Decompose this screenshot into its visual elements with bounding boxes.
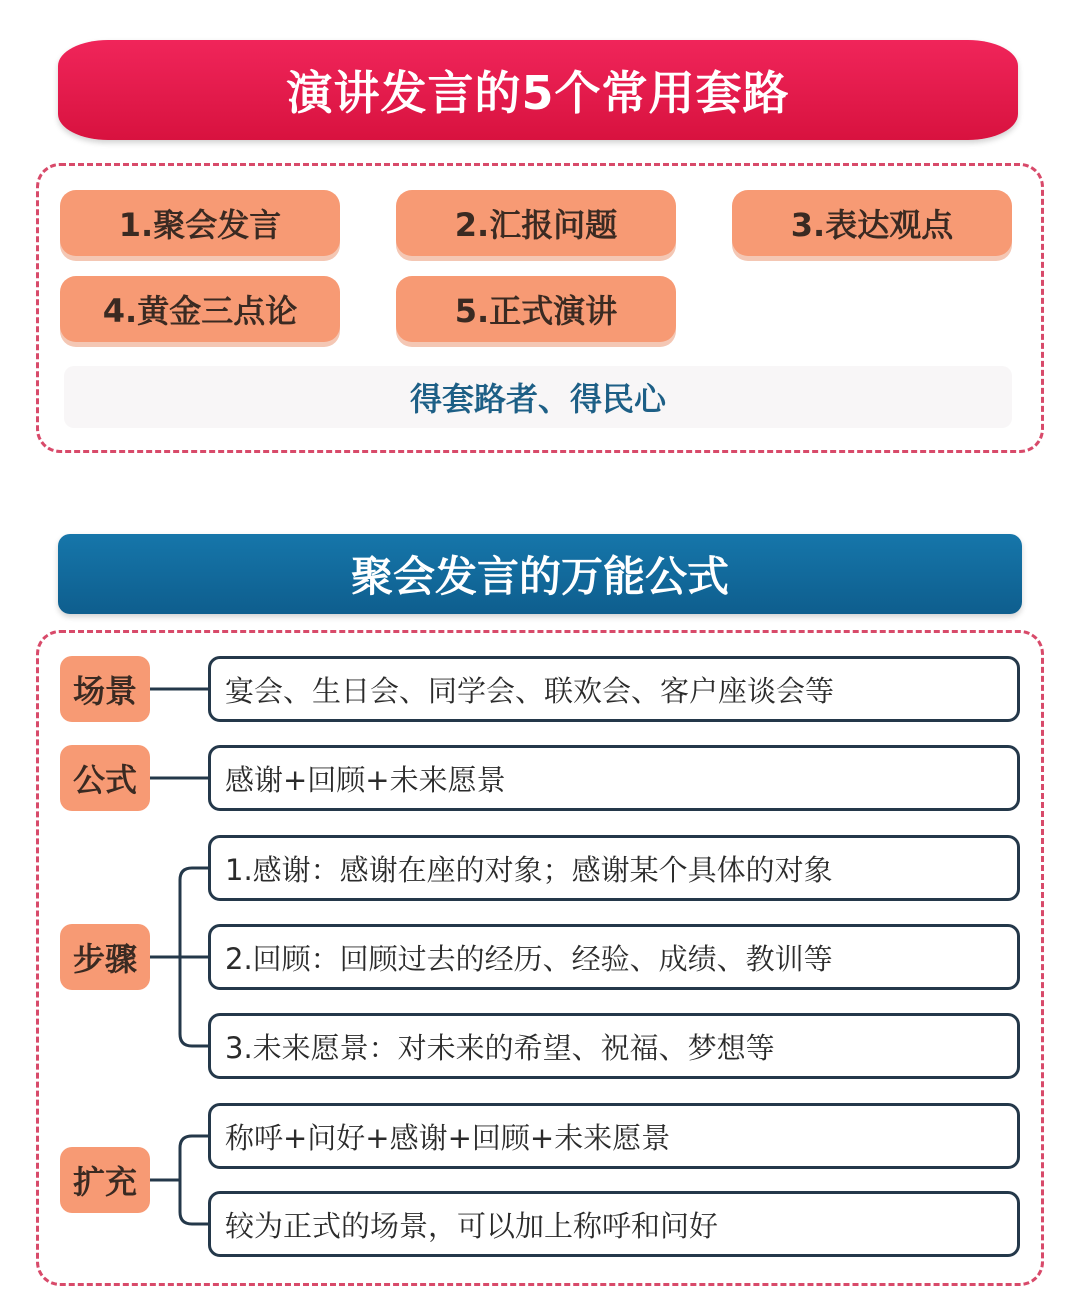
step-item-1: 1.感谢：感谢在座的对象；感谢某个具体的对象 [208, 835, 1020, 901]
label-expand: 扩充 [60, 1147, 150, 1213]
routine-item-5: 5.正式演讲 [396, 276, 676, 342]
step-item-2: 2.回顾：回顾过去的经历、经验、成绩、教训等 [208, 924, 1020, 990]
connector-expand-bracket [180, 1136, 208, 1224]
label-formula: 公式 [60, 745, 150, 811]
slogan-text: 得套路者、得民心 [409, 380, 666, 418]
step-item-3: 3.未来愿景：对未来的希望、祝福、梦想等 [208, 1013, 1020, 1079]
label-steps: 步骤 [60, 924, 150, 990]
formula-item-1: 感谢+回顾+未来愿景 [208, 745, 1020, 811]
label-scene: 场景 [60, 656, 150, 722]
routine-item-2: 2.汇报问题 [396, 190, 676, 256]
formula-title: 聚会发言的万能公式 [350, 552, 729, 601]
expand-item-1: 称呼+问好+感谢+回顾+未来愿景 [208, 1103, 1020, 1169]
scene-item-1: 宴会、生日会、同学会、联欢会、客户座谈会等 [208, 656, 1020, 722]
expand-item-2: 较为正式的场景，可以加上称呼和问好 [208, 1191, 1020, 1257]
routine-item-1: 1.聚会发言 [60, 190, 340, 256]
routine-item-4: 4.黄金三点论 [60, 276, 340, 342]
page-title: 演讲发言的5个常用套路 [286, 66, 790, 120]
routine-item-3: 3.表达观点 [732, 190, 1012, 256]
